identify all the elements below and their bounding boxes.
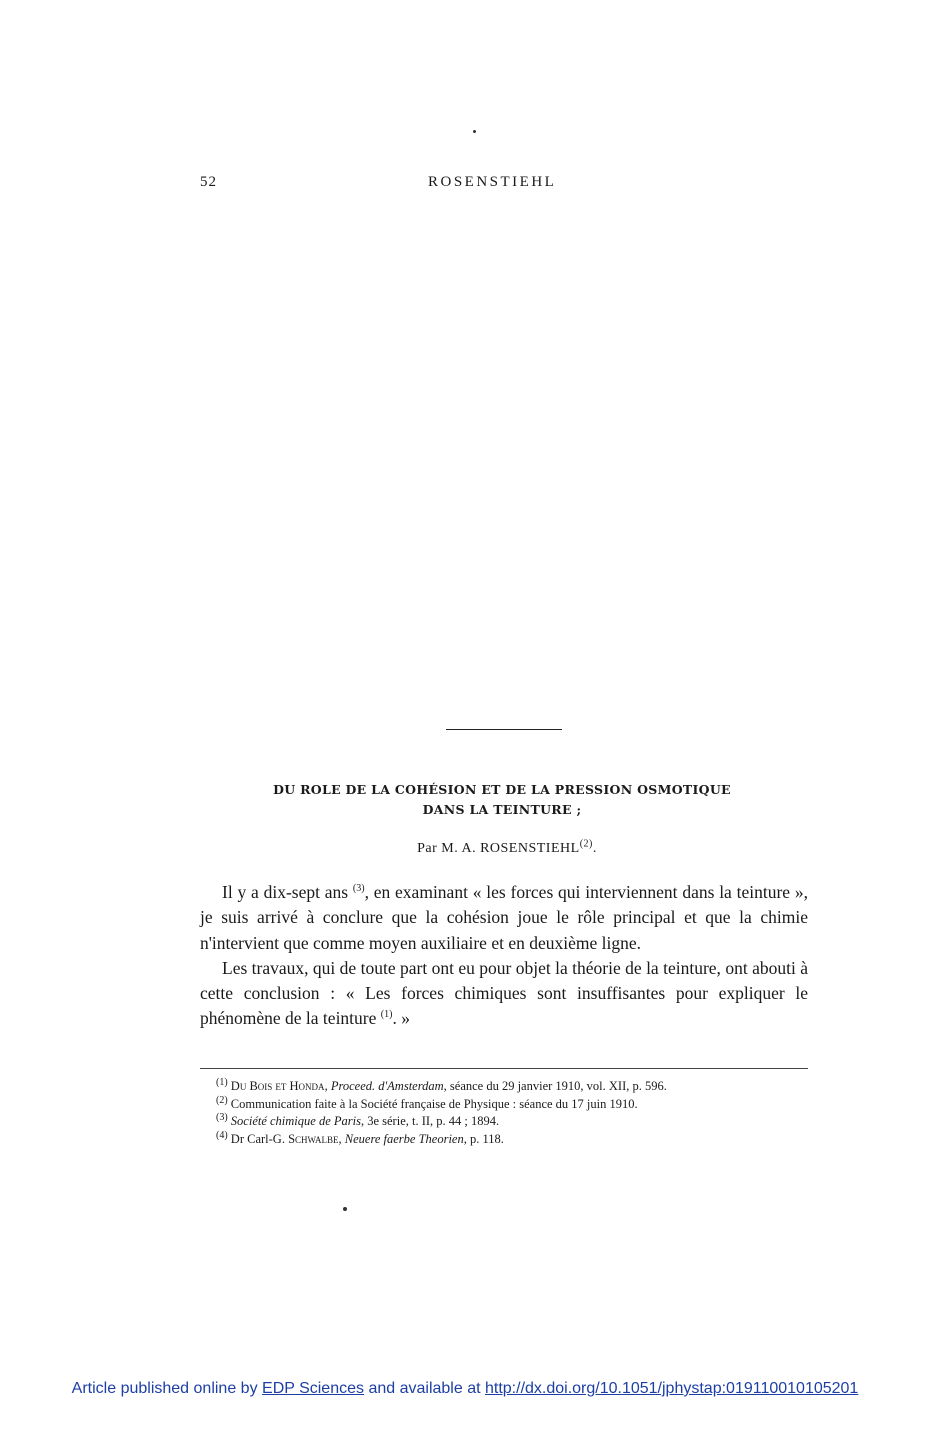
footnote-4 xyxy=(200,1131,807,1149)
doi-link[interactable]: http://dx.doi.org/10.1051/jphystap:019110010105201 xyxy=(484,1380,859,1397)
footnote-journal: Proceed. d'Amsterdam xyxy=(330,1079,444,1093)
footnote-mark: (4) xyxy=(216,1129,228,1141)
scan-speck xyxy=(473,130,476,133)
footnote-author: Du Bois et Honda xyxy=(230,1079,325,1093)
paragraph-1 xyxy=(200,880,808,956)
publisher-link[interactable]: EDP Sciences xyxy=(262,1380,364,1397)
footnote-text: Dr Carl-G. xyxy=(227,1131,289,1146)
scan-speck xyxy=(343,1207,347,1211)
footnote-ref: (3) xyxy=(352,883,365,895)
footnote-2 xyxy=(200,1096,807,1114)
footnote-text: , 3e série, t. II, p. 44 ; 1894. xyxy=(360,1114,500,1128)
footnotes xyxy=(200,1078,807,1148)
paragraph-text: Il y a dix-sept ans xyxy=(222,882,353,902)
article-title-line2: DANS LA TEINTURE ; xyxy=(422,802,582,817)
footnote-mark: (1) xyxy=(216,1076,228,1088)
footer-text: and available at xyxy=(364,1380,485,1397)
footnote-mark: (3) xyxy=(216,1111,228,1123)
article-body xyxy=(200,880,808,1032)
article-title-line1: DU ROLE DE LA COHÉSION ET DE LA PRESSION OSMOTIQUE xyxy=(273,782,731,797)
footnote-text: , xyxy=(338,1131,345,1146)
paragraph-text: , en examinant « les forces qui interviennent dans la teinture », je suis arrivé à conclure que la cohésion joue le rôle principal et que la chimie n'intervient que comme moyen auxiliaire et en deuxième ligne. xyxy=(200,882,808,953)
footer-text: Article published online by xyxy=(71,1380,263,1397)
footnote-rule xyxy=(200,1068,808,1069)
page-number: 52 xyxy=(200,174,217,190)
footnote-mark: (2) xyxy=(216,1094,228,1106)
byline-text: Par M. A. ROSENSTIEHL xyxy=(417,841,580,856)
paragraph-text: . » xyxy=(392,1008,410,1029)
footnote-text: Communication faite à la Société française de Physique : séance du 17 juin 1910. xyxy=(227,1096,638,1111)
footnote-1 xyxy=(200,1078,807,1096)
footnote-text: , séance du 29 janvier 1910, vol. XII, p. 596. xyxy=(443,1079,667,1093)
footnote-ref: (2) xyxy=(579,838,593,850)
footnote-text: , xyxy=(324,1079,331,1093)
paragraph-2 xyxy=(200,956,808,1032)
running-head: ROSENSTIEHL xyxy=(428,174,557,190)
paragraph-text: Les travaux, qui de toute part ont eu pour objet la théorie de la teinture, ont abouti à cette conclusion : « Les forces chimiques sont insuffisantes pour expliquer le phénomène de la teinture xyxy=(200,957,808,1029)
footnote-ref: (1) xyxy=(380,1009,393,1021)
footnote-title: Neuere faerbe Theorien xyxy=(344,1131,464,1146)
footnote-journal: Société chimique de Paris xyxy=(230,1114,361,1128)
footnote-text: , p. 118. xyxy=(463,1131,504,1146)
footnote-3 xyxy=(200,1113,807,1131)
footnote-author: Schwalbe xyxy=(288,1131,339,1146)
section-rule xyxy=(446,729,562,730)
publisher-footer xyxy=(0,1380,930,1398)
byline: Par M. A. ROSENSTIEHL$^{(2)}$. xyxy=(417,838,597,856)
